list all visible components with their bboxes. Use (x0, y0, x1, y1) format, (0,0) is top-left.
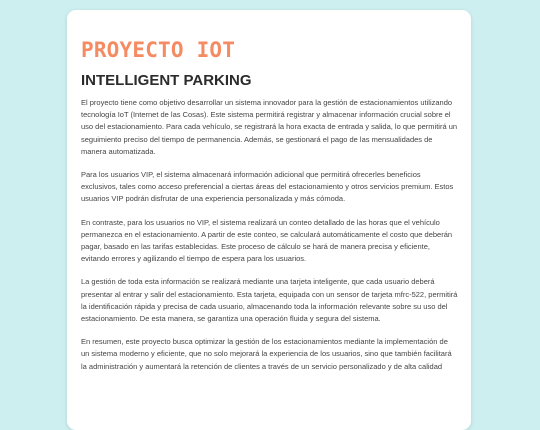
content-card (67, 10, 471, 430)
paragraph-non-vip-users: En contraste, para los usuarios no VIP, el sistema realizará un conteo detallado de las horas que el vehículo permanezca en el estacionamiento. A partir de este conteo, se calculará automáticamente el costo que deberán pagar, basado en las tarifas establecidas. Este proceso de cálculo se hará de manera precisa y eficiente, evitando errores y agilizando el tiempo de espera para los usuarios. (81, 217, 453, 264)
paragraph-summary: En resumen, este proyecto busca optimizar la gestión de los estacionamientos mediante la implementación de un sistema moderno y eficiente, que no solo mejorará la experiencia de los usuarios, sino que también facilitará la administración y aumentará la retención de clientes a través de un servicio personalizado y de alta calidad (81, 337, 452, 371)
page-title: PROYECTO IOT (81, 38, 236, 62)
page-subtitle: INTELLIGENT PARKING (81, 72, 252, 89)
paragraph-intro: El proyecto tiene como objetivo desarrollar un sistema innovador para la gestión de estacionamientos utilizando tecnología IoT (Internet de las Cosas). Este sistema permitirá registrar y almacenar información crucial sobre el uso del estacionamiento. Para cada vehículo, se registrará la hora exacta de entrada y salida, lo que permitirá un seguimiento preciso del tiempo de permanencia. Además, se gestionará el pago de las mensualidades de manera automatizada. (81, 98, 458, 156)
paragraph-vip-users: Para los usuarios VIP, el sistema almacenará información adicional que permitirá ofrecerles beneficios exclusivos, tales como acceso preferencial a ciertas áreas del estacionamiento y otros servicios premium. Estos usuarios VIP podrán disfrutar de una experiencia personalizada y más cómoda. (81, 170, 454, 204)
paragraph-smart-card: La gestión de toda esta información se realizará mediante una tarjeta inteligente, que cada usuario deberá presentar al entrar y salir del estacionamiento. Esta tarjeta, equipada con un sensor de tarjeta mfrc-522, permitirá la identificación rápida y precisa de cada usuario, almacenando toda la información relevante sobre su uso del estacionamiento. De esta manera, se garantiza una operación fluida y segura del sistema. (81, 277, 458, 324)
